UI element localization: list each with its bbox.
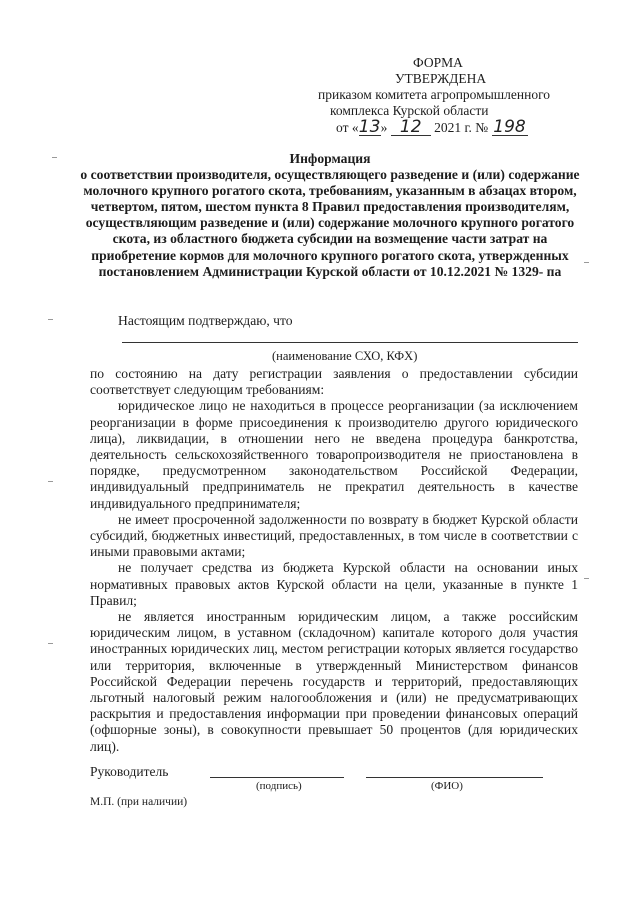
document-title <box>80 151 580 280</box>
confirm-text: Настоящим подтверждаю, что <box>118 313 293 328</box>
form-label: ФОРМА <box>413 55 463 70</box>
title-text: о соответствии производителя, осуществляющего разведение и (или) содержание молочного крупного рогатого скота, требованиям, указанным в абзацах втором, четвертом, пятом, шестом пункта 8 Правил предоставления производителям, осуществляющим разведение и (или) содержание молочного крупного рогатого скота, из областного бюджета субсидии на возмещение части затрат на приобретение кормов для молочного крупного рогатого скота, утвержденных постановлением Администрации Курской области от 10.12.2021 № 1329- па <box>80 167 580 279</box>
requirement-debt: не имеет просроченной задолженности по возврату в бюджет Курской области субсидий, бюджетных инвестиций, предоставленных, в том числе в соответствии с иными правовыми актами; <box>90 511 578 560</box>
intro-paragraph: по состоянию на дату регистрации заявления о предоставлении субсидии соответствует следующим требованиям: <box>90 366 578 398</box>
fio-field[interactable] <box>366 777 543 778</box>
order-day: 13 <box>358 117 381 137</box>
order-month: 12 <box>391 119 431 136</box>
requirement-funds: не получает средства из бюджета Курской области на основании иных нормативных правовых актов Курской области на цели, указанные в пункте 1 Правил; <box>90 560 578 608</box>
title-heading: Информация <box>289 151 371 166</box>
scan-mark <box>584 262 589 263</box>
approval-stamp-block <box>318 55 578 136</box>
scan-mark <box>52 157 57 158</box>
director-label: Руководитель <box>90 764 169 779</box>
scan-mark <box>48 481 53 482</box>
scan-mark <box>48 319 53 320</box>
fio-caption: (ФИО) <box>431 780 463 792</box>
committee-line: комплекса Курской области <box>330 103 489 118</box>
order-date-line: от «13» 12 2021 г. № 198 <box>336 117 526 137</box>
requirement-reorganization: юридическое лицо не находиться в процессе реорганизации (за исключением реорганизации в форме присоединения к производителю другого юридического лица), ликвидации, в отношении него не введена процедура банкротства, деятельность сельскохозяйственного товаропроизводителя не приостановлена в порядке, предусмотренном законодательством Российской Федерации, индивидуальный предприниматель не прекратил деятельность в качестве индивидуального предпринимателя; <box>90 398 578 511</box>
signature-field[interactable] <box>210 777 344 778</box>
signature-caption: (подпись) <box>256 780 302 792</box>
organization-name-field[interactable] <box>122 342 578 343</box>
scan-mark <box>48 643 53 644</box>
requirements-body <box>90 366 578 755</box>
scan-mark <box>584 578 589 579</box>
organization-name-caption: (наименование СХО, КФХ) <box>272 349 418 363</box>
seal-note: М.П. (при наличии) <box>90 796 188 808</box>
order-line: приказом комитета агропромышленного <box>318 87 551 102</box>
requirement-foreign: не является иностранным юридическим лицом, а также российским юридическим лицом, в уставном (складочном) капитале которого доля участия иностранных юридических лиц, местом регистрации которых является государство или территория, включенные в утвержденный Министерством финансов Российской Федерации перечень государств и территорий, предоставляющих льготный налоговый режим налогообложения и (или) не предусматривающих раскрытия и предоставления информации при проведении финансовых операций (офшорные зоны), в совокупности превышает 50 процентов (для юридических лиц). <box>90 609 578 754</box>
order-number: 198 <box>493 117 526 137</box>
approved-label: УТВЕРЖДЕНА <box>395 71 487 86</box>
